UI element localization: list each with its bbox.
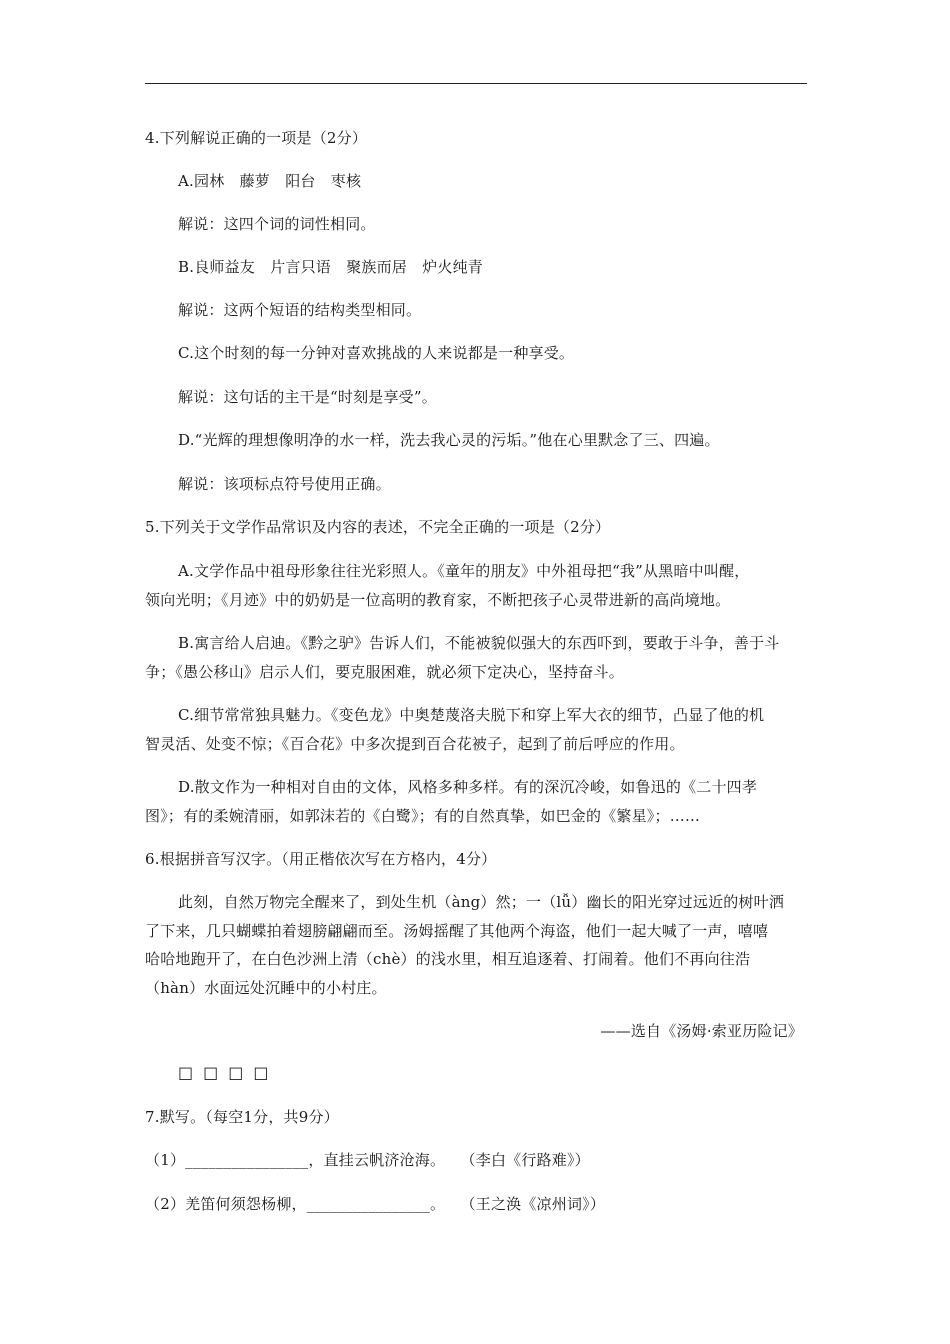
q7-item2: （2）羌笛何须怨杨柳，________________。 （王之涣《凉州词》） [145,1195,606,1213]
q5-stem: 5.下列关于文学作品常识及内容的表述，不完全正确的一项是（2分） [145,518,611,536]
q4-option-c-explanation: 解说：这句话的主干是“时刻是享受”。 [178,388,437,406]
q4-option-b: B.良师益友 片言只语 聚族而居 炉火纯青 [178,258,483,276]
q5-option-a-line1: A.文学作品中祖母形象往往光彩照人。《童年的朋友》中外祖母把“我”从黑暗中叫醒， [178,562,750,580]
q6-passage-line1: 此刻，自然万物完全醒来了，到处生机（àng）然；一（lǚ）幽长的阳光穿过远近的树叶洒 [178,893,785,911]
q4-option-a-explanation: 解说：这四个词的词性相同。 [178,215,376,233]
q6-passage-line3: 哈哈地跑开了，在白色沙洲上清（chè）的浅水里，相互追逐着、打闹着。他们不再向往浩 [145,950,751,968]
q6-answer-boxes: □□□□ [178,1063,279,1082]
q4-option-a: A.园林 藤萝 阳台 枣核 [178,172,362,190]
q5-option-b-line2: 争；《愚公移山》启示人们，要克服困难，就必须下定决心，坚持奋斗。 [145,663,624,681]
q5-option-a-line2: 领向光明；《月迹》中的奶奶是一位高明的教育家，不断把孩子心灵带进新的高尚境地。 [145,591,731,609]
header-rule [145,83,807,84]
q5-option-d-line1: D.散文作为一种相对自由的文体，风格多种多样。有的深沉冷峻，如鲁迅的《二十四孝 [178,778,758,796]
q6-passage-line4: （hàn）水面远处沉睡中的小村庄。 [145,979,387,997]
q7-stem: 7.默写。（每空1分，共9分） [145,1108,339,1126]
q5-option-b-line1: B.寓言给人启迪。《黔之驴》告诉人们，不能被貌似强大的东西吓到，要敢于斗争，善于斗 [178,634,780,652]
q6-passage-line2: 了下来，几只蝴蝶拍着翅膀翩翩而至。汤姆摇醒了其他两个海盗，他们一起大喊了一声，嘻嘻 [145,922,769,940]
q5-option-c-line2: 智灵活、处变不惊；《百合花》中多次提到百合花被子，起到了前后呼应的作用。 [145,735,685,753]
q4-option-d: D.“光辉的理想像明净的水一样，洗去我心灵的污垢。”他在心里默念了三、四遍。 [178,431,720,449]
q4-stem: 4.下列解说正确的一项是（2分） [145,129,368,147]
q4-option-d-explanation: 解说：该项标点符号使用正确。 [178,475,391,493]
q5-option-c-line1: C.细节常常独具魅力。《变色龙》中奥楚蔑洛夫脱下和穿上军大衣的细节，凸显了他的机 [178,706,765,724]
q6-source: ——选自《汤姆·索亚历险记》 [600,1022,803,1040]
q5-option-d-line2: 图》；有的柔婉清丽，如郭沫若的《白鹭》；有的自然真挚，如巴金的《繁星》；…… [145,807,701,825]
q4-option-b-explanation: 解说：这两个短语的结构类型相同。 [178,301,422,319]
q6-stem: 6.根据拼音写汉字。（用正楷依次写在方格内，4分） [145,850,497,868]
q7-item1: （1）________________，直挂云帆济沧海。 （李白《行路难》） [145,1151,590,1169]
q4-option-c: C.这个时刻的每一分钟对喜欢挑战的人来说都是一种享受。 [178,344,575,362]
